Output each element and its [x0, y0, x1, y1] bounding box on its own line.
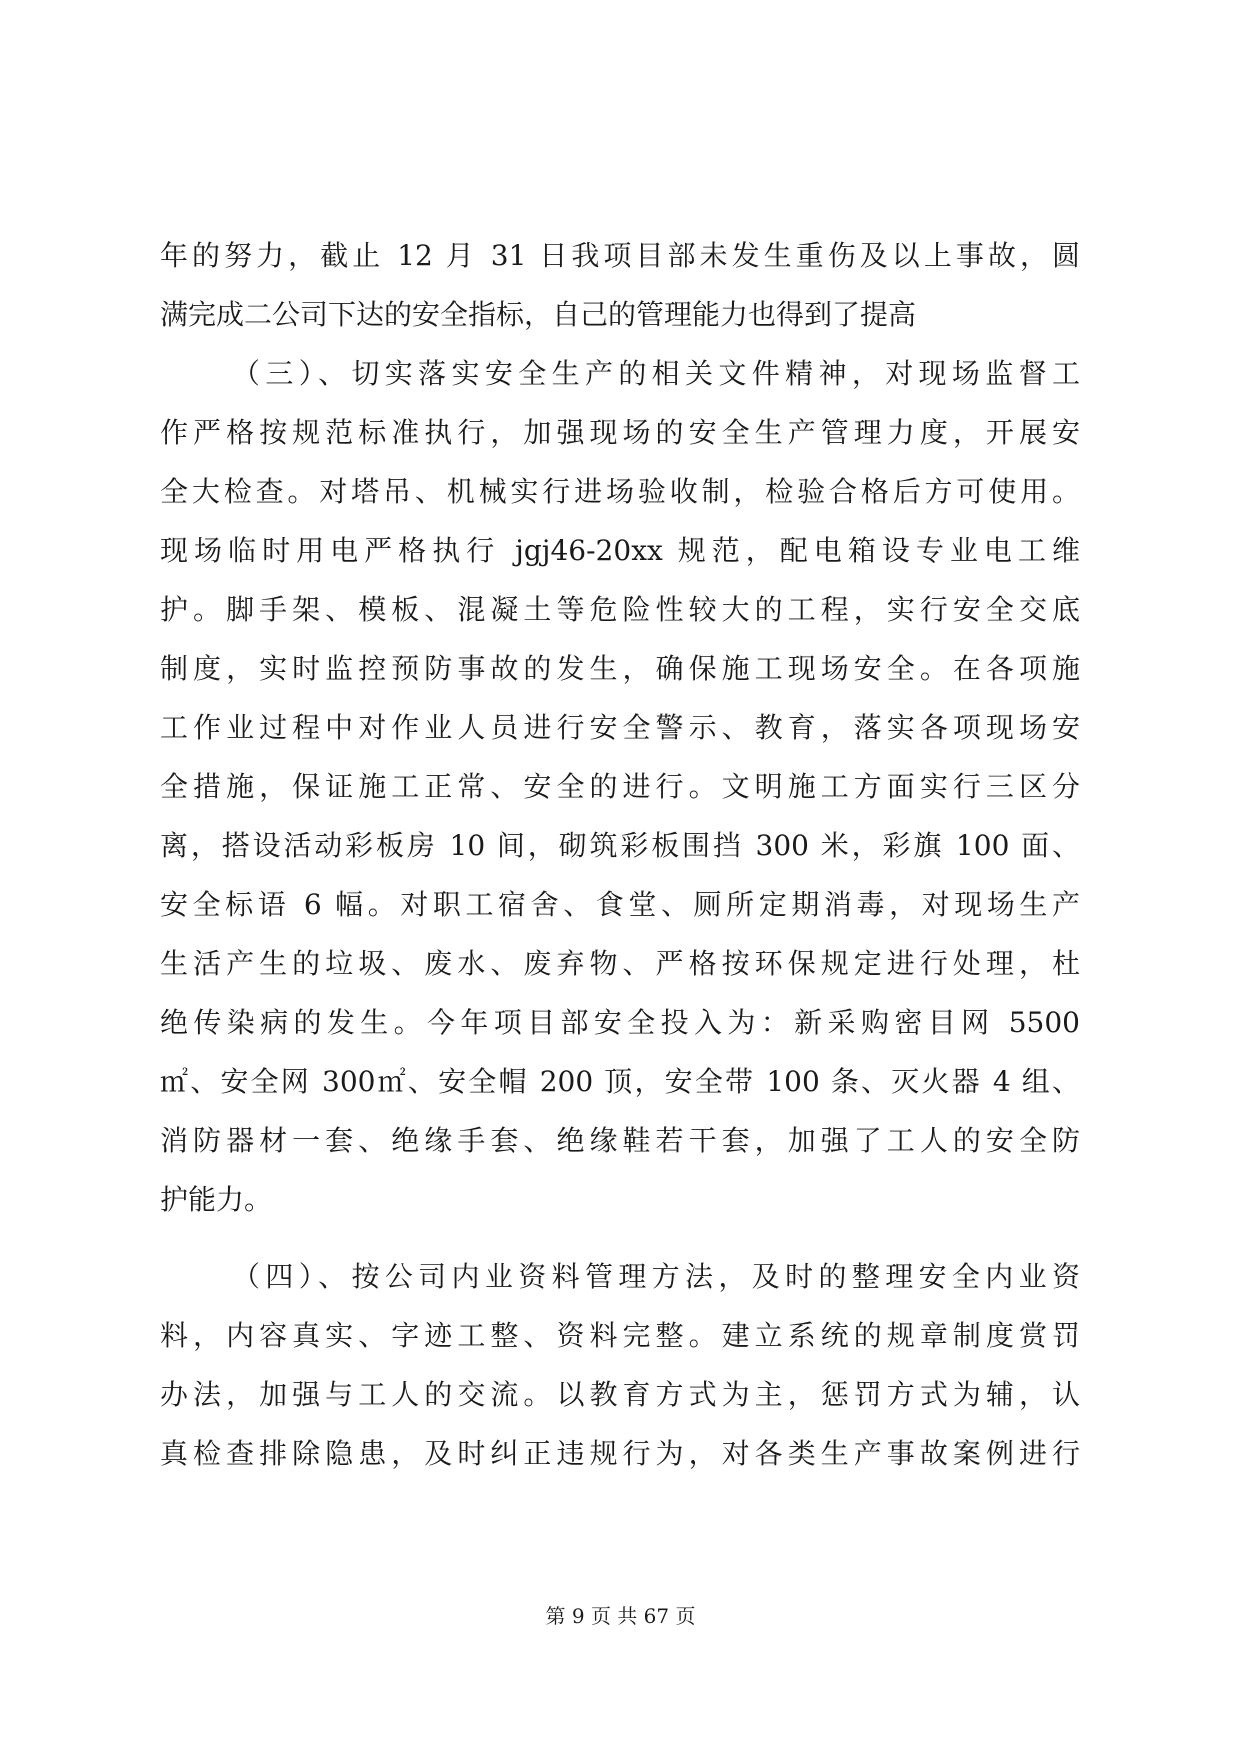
paragraph-line: 安全标语 6 幅。对职工宿舍、食堂、厕所定期消毒，对现场生产 — [160, 888, 1080, 921]
section-4-heading-line: （四）、按公司内业资料管理方法，及时的整理安全内业资 — [232, 1260, 1080, 1293]
paragraph-line: 作严格按规范标准执行，加强现场的安全生产管理力度，开展安 — [160, 416, 1080, 449]
paragraph-line: ㎡、安全网 300㎡、安全帽 200 顶，安全带 100 条、灭火器 4 组、 — [160, 1065, 1080, 1098]
paragraph-line: 生活产生的垃圾、废水、废弃物、严格按环保规定进行处理，杜 — [160, 947, 1080, 980]
paragraph-line: 满完成二公司下达的安全指标，自己的管理能力也得到了提高 — [160, 298, 917, 331]
paragraph-line: 全措施，保证施工正常、安全的进行。文明施工方面实行三区分 — [160, 770, 1080, 803]
paragraph-gap — [160, 1229, 1080, 1247]
page-number-footer: 第 9 页 共 67 页 — [545, 1604, 696, 1628]
section-3-heading-line: （三）、切实落实安全生产的相关文件精神，对现场监督工 — [232, 357, 1080, 390]
paragraph-line: 离，搭设活动彩板房 10 间，砌筑彩板围挡 300 米，彩旗 100 面、 — [160, 829, 1080, 862]
paragraph-line: 全大检查。对塔吊、机械实行进场验收制，检验合格后方可使用。 — [160, 475, 1080, 508]
paragraph-line: 绝传染病的发生。今年项目部安全投入为：新采购密目网 5500 — [160, 1006, 1080, 1039]
paragraph-line: 现场临时用电严格执行 jgj46-20xx 规范，配电箱设专业电工维 — [160, 534, 1080, 567]
paragraph-line: 料，内容真实、字迹工整、资料完整。建立系统的规章制度赏罚 — [160, 1319, 1080, 1352]
paragraph-line: 护。脚手架、模板、混凝土等危险性较大的工程，实行安全交底 — [160, 593, 1080, 626]
paragraph-line: 年的努力，截止 12 月 31 日我项目部未发生重伤及以上事故，圆 — [160, 239, 1080, 272]
paragraph-line: 护能力。 — [160, 1183, 273, 1216]
document-body — [160, 226, 1080, 1483]
paragraph-line: 制度，实时监控预防事故的发生，确保施工现场安全。在各项施 — [160, 652, 1080, 685]
paragraph-line: 办法，加强与工人的交流。以教育方式为主，惩罚方式为辅，认 — [160, 1378, 1080, 1411]
paragraph-line: 工作业过程中对作业人员进行安全警示、教育，落实各项现场安 — [160, 711, 1080, 744]
paragraph-line: 真检查排除隐患，及时纠正违规行为，对各类生产事故案例进行 — [160, 1437, 1080, 1470]
paragraph-line: 消防器材一套、绝缘手套、绝缘鞋若干套，加强了工人的安全防 — [160, 1124, 1080, 1157]
